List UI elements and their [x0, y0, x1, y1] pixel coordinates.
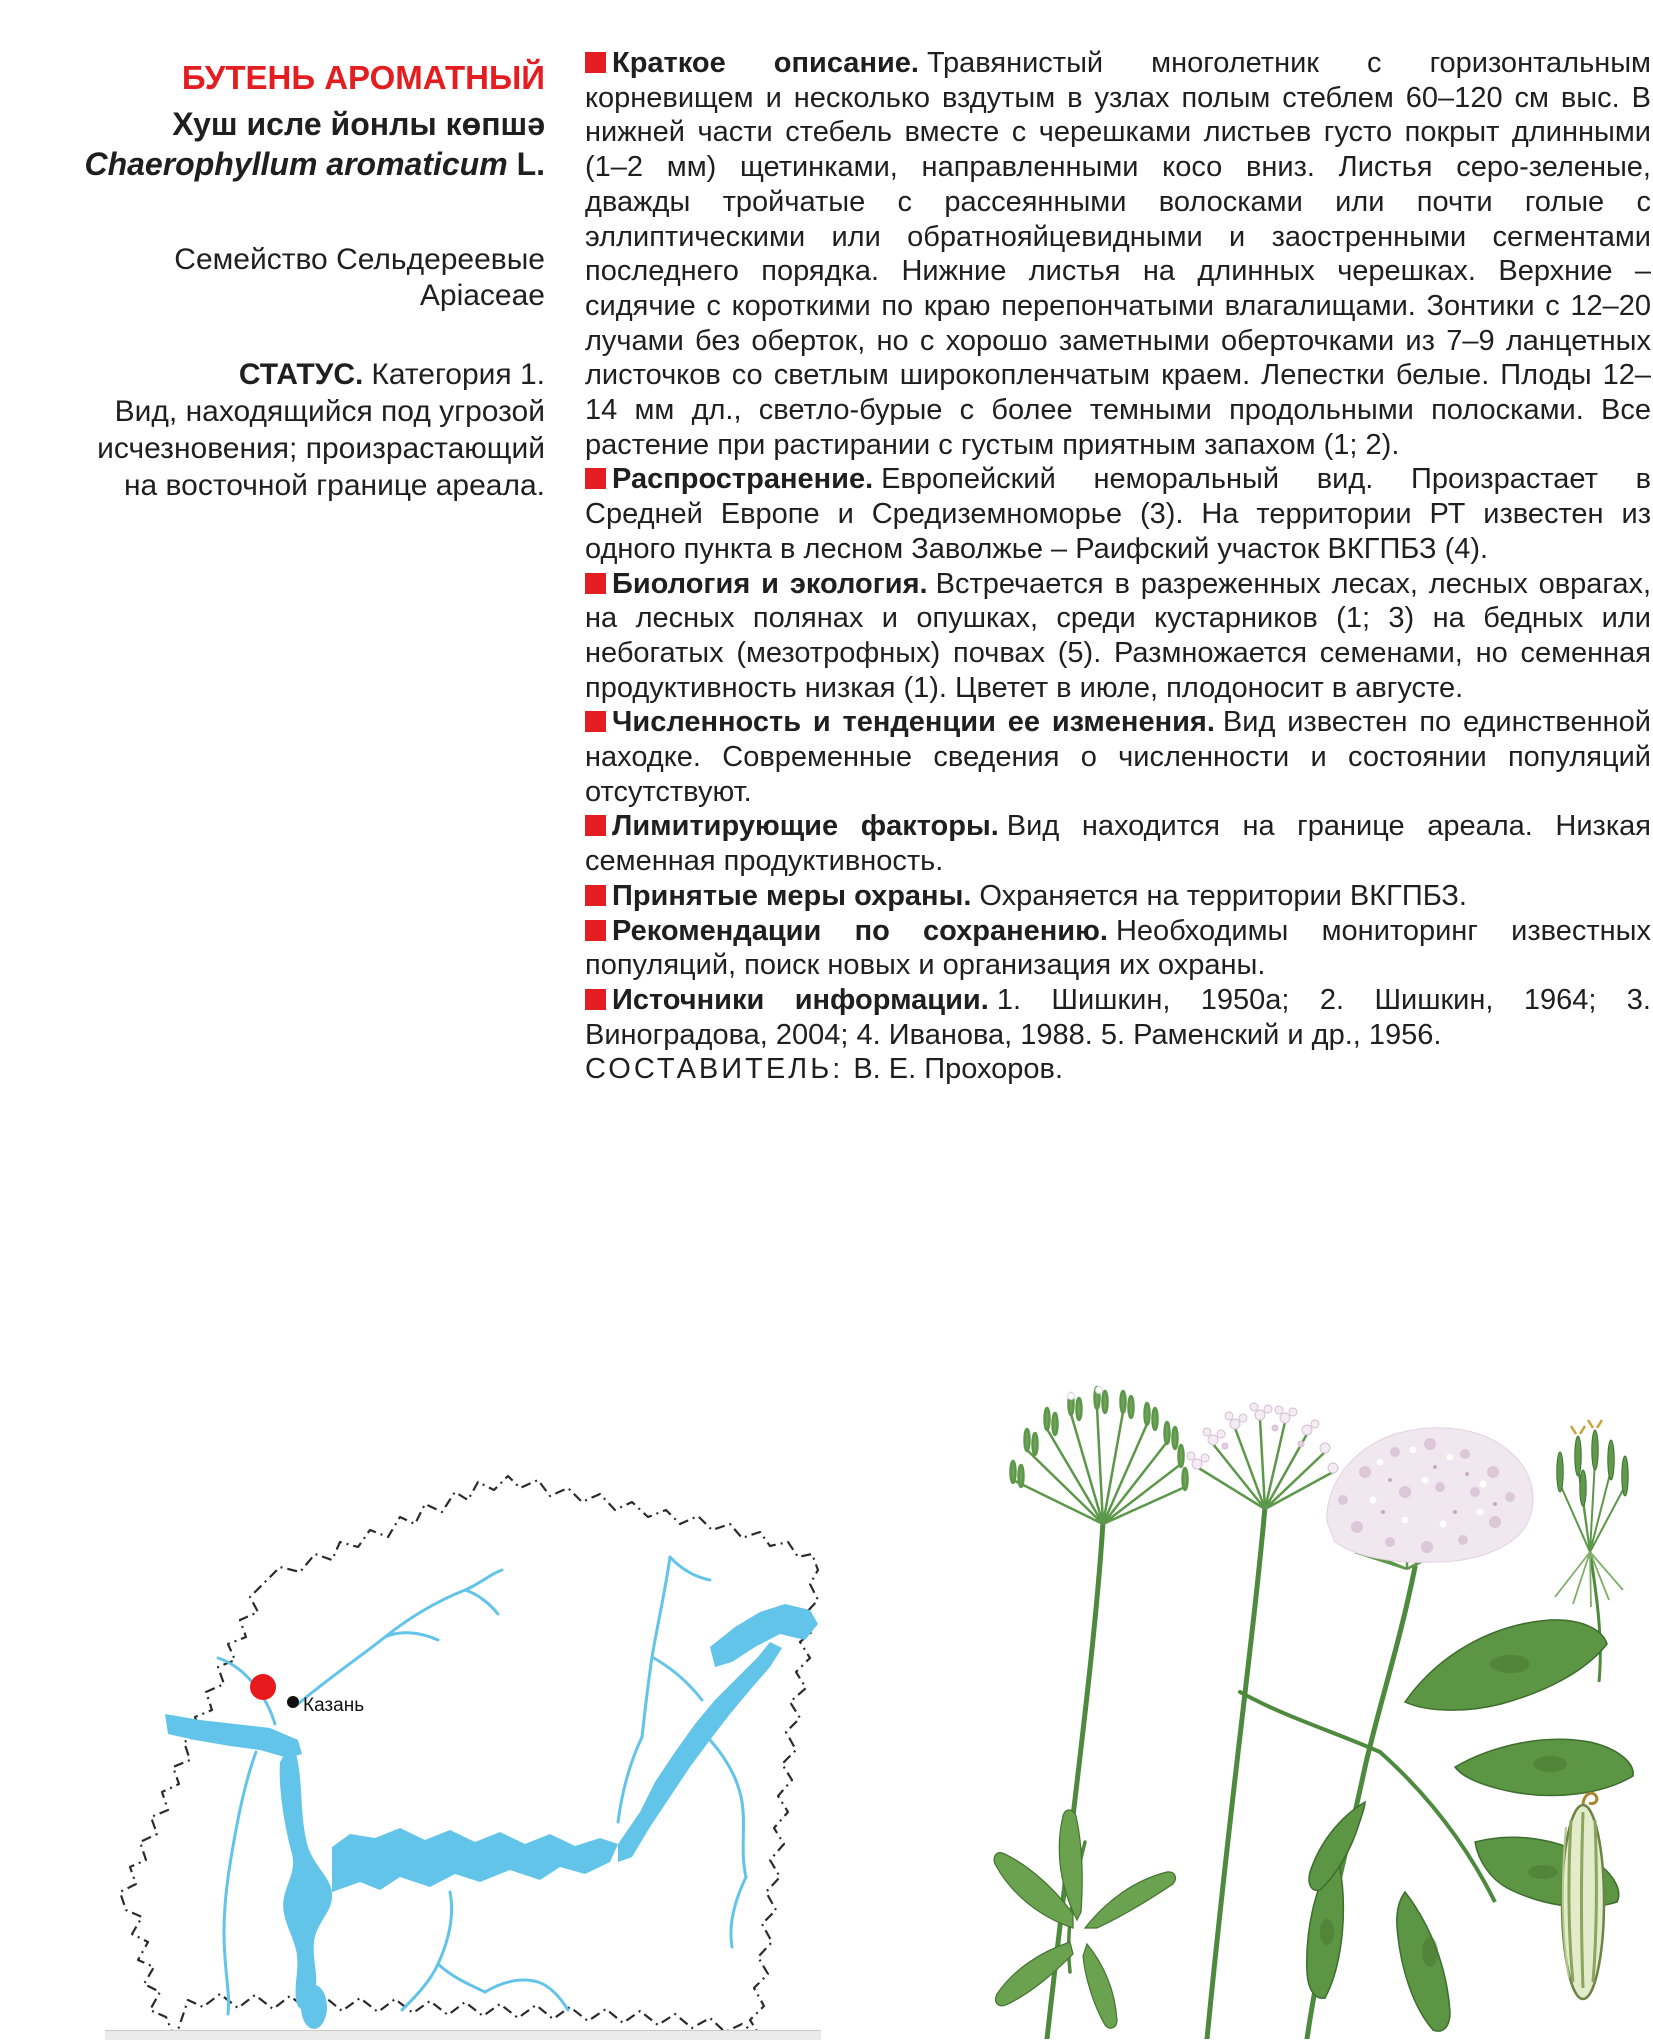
umbel-flowering-dense — [1327, 1428, 1533, 1569]
red-square-bullet-icon — [585, 573, 606, 594]
red-square-bullet-icon — [585, 52, 606, 73]
umbel-fruiting — [1011, 1387, 1188, 1525]
species-article — [585, 46, 1651, 1087]
section-abundance — [585, 705, 1651, 809]
section-header: Распространение. — [612, 463, 874, 496]
red-square-bullet-icon — [585, 885, 606, 906]
status-label: СТАТУС. — [238, 358, 364, 391]
section-protection-measures — [585, 879, 1651, 914]
compiler-label: СОСТАВИТЕЛЬ: — [585, 1053, 844, 1086]
city-label-kazan: Казань — [303, 1695, 365, 1716]
section-header: Лимитирующие факторы. — [612, 810, 999, 843]
status-category: Категория 1. — [371, 358, 545, 391]
red-square-bullet-icon — [585, 920, 606, 941]
section-distribution — [585, 462, 1651, 566]
section-body: Вид находится на границе ареала. Низкая семенная продуктивность. — [585, 810, 1651, 878]
section-body: Встречается в разреженных лесах, лесных оврагах, на лесных полянах и опушках, среди кустарников (1; 3) на бедных или небогатых (мезотрофных) почвах (5). Размножается семенами, но семенная продуктивность низкая (1). Цветет в июле, плодоносит в августе. — [585, 567, 1652, 704]
red-square-bullet-icon — [585, 711, 606, 732]
red-square-bullet-icon — [585, 989, 606, 1010]
plant-stems — [1047, 1507, 1415, 2039]
section-header: Принятые меры охраны. — [612, 879, 972, 912]
latin-author: L. — [516, 146, 545, 182]
mericarp-detail — [1562, 1793, 1604, 1999]
section-brief-description — [585, 46, 1651, 462]
section-body: Охраняется на территории ВКГПБЗ. — [979, 879, 1467, 912]
compiler-name: В. Е. Прохоров. — [853, 1053, 1064, 1086]
status-line — [60, 356, 545, 393]
status-block — [60, 356, 545, 504]
section-sources — [585, 983, 1651, 1052]
section-header: Рекомендации по сохранению. — [612, 914, 1108, 947]
section-body: Травянистый многолетник с горизонтальным корневищем и несколько вздутым в узлах полым стеблем 60–120 см выс. В нижней части стебель вместе с черешками листьев густо покрыт длинными (1–2 мм) щетинками, направленными косо вниз. Листья серо-зеленые, дважды тройчатые с рассеянными волосками или почти голые с эллиптическими или обратнояйцевидными и заостренными сегментами последнего порядка. Нижние листья на длинных черешках. Верхние – сидячие с короткими по краю перепончатыми влагалищами. Зонтики с 12–20 лучами без оберток, но с хорошо заметными оберточками из 7–9 ланцетных листочков со светлым широкопленчатым краем. Лепестки белые. Плоды 12–14 мм дл., светло-бурые с более темными продольными полосками. Все растение при растирании с густым приятным запахом (1; 2). — [585, 47, 1651, 461]
range-map-tatarstan — [70, 1462, 820, 2039]
red-square-bullet-icon — [585, 468, 606, 489]
plant-illustration — [935, 1372, 1653, 2039]
species-title-tatar: Хуш исле йонлы көпшә — [172, 106, 545, 142]
compiler-line — [585, 1052, 1651, 1087]
umbel-flowering-sparse — [1187, 1403, 1338, 1509]
section-header: Численность и тенденции ее изменения. — [612, 706, 1215, 739]
red-square-bullet-icon — [585, 815, 606, 836]
family-block — [60, 242, 545, 314]
latin-binomial: Chaerophyllum aromaticum — [84, 146, 508, 182]
section-body: Европейский неморальный вид. Произрастает в Средней Европе и Средиземноморье (3). На территории РТ известен из одного пункта в лесном Заволжье – Раифский участок ВКГПБЗ (4). — [585, 463, 1651, 565]
family-latin: Apiaceae — [419, 279, 545, 312]
species-title-latin — [60, 144, 545, 184]
section-body: 1. Шишкин, 1950а; 2. Шишкин, 1964; 3. Виноградова, 2004; 4. Иванова, 1988. 5. Раменский и др., 1956. — [585, 983, 1651, 1051]
section-header: Биология и экология. — [612, 567, 928, 600]
family-russian: Семейство Сельдереевые — [174, 243, 545, 276]
species-title-ru: БУТЕНЬ АРОМАТНЫЙ — [181, 59, 545, 96]
section-header: Краткое описание. — [612, 47, 919, 79]
section-header: Источники информации. — [612, 983, 989, 1016]
section-body: Необходимы мониторинг известных популяций, поиск новых и организация их охраны. — [585, 914, 1651, 982]
species-header — [60, 58, 545, 504]
section-recommendations — [585, 914, 1651, 983]
section-body: Вид известен по единственной находке. Современные сведения о численности и состоянии популяций отсутствуют. — [585, 706, 1651, 808]
occurrence-marker — [250, 1674, 276, 1700]
section-biology-ecology — [585, 567, 1651, 706]
rivers-and-reservoirs — [165, 1604, 818, 2029]
section-limiting-factors — [585, 809, 1651, 878]
city-dot-kazan — [287, 1696, 299, 1708]
status-description: Вид, находящийся под угрозой исчезновения; произрастающий на восточной границе ареала. — [97, 395, 545, 502]
